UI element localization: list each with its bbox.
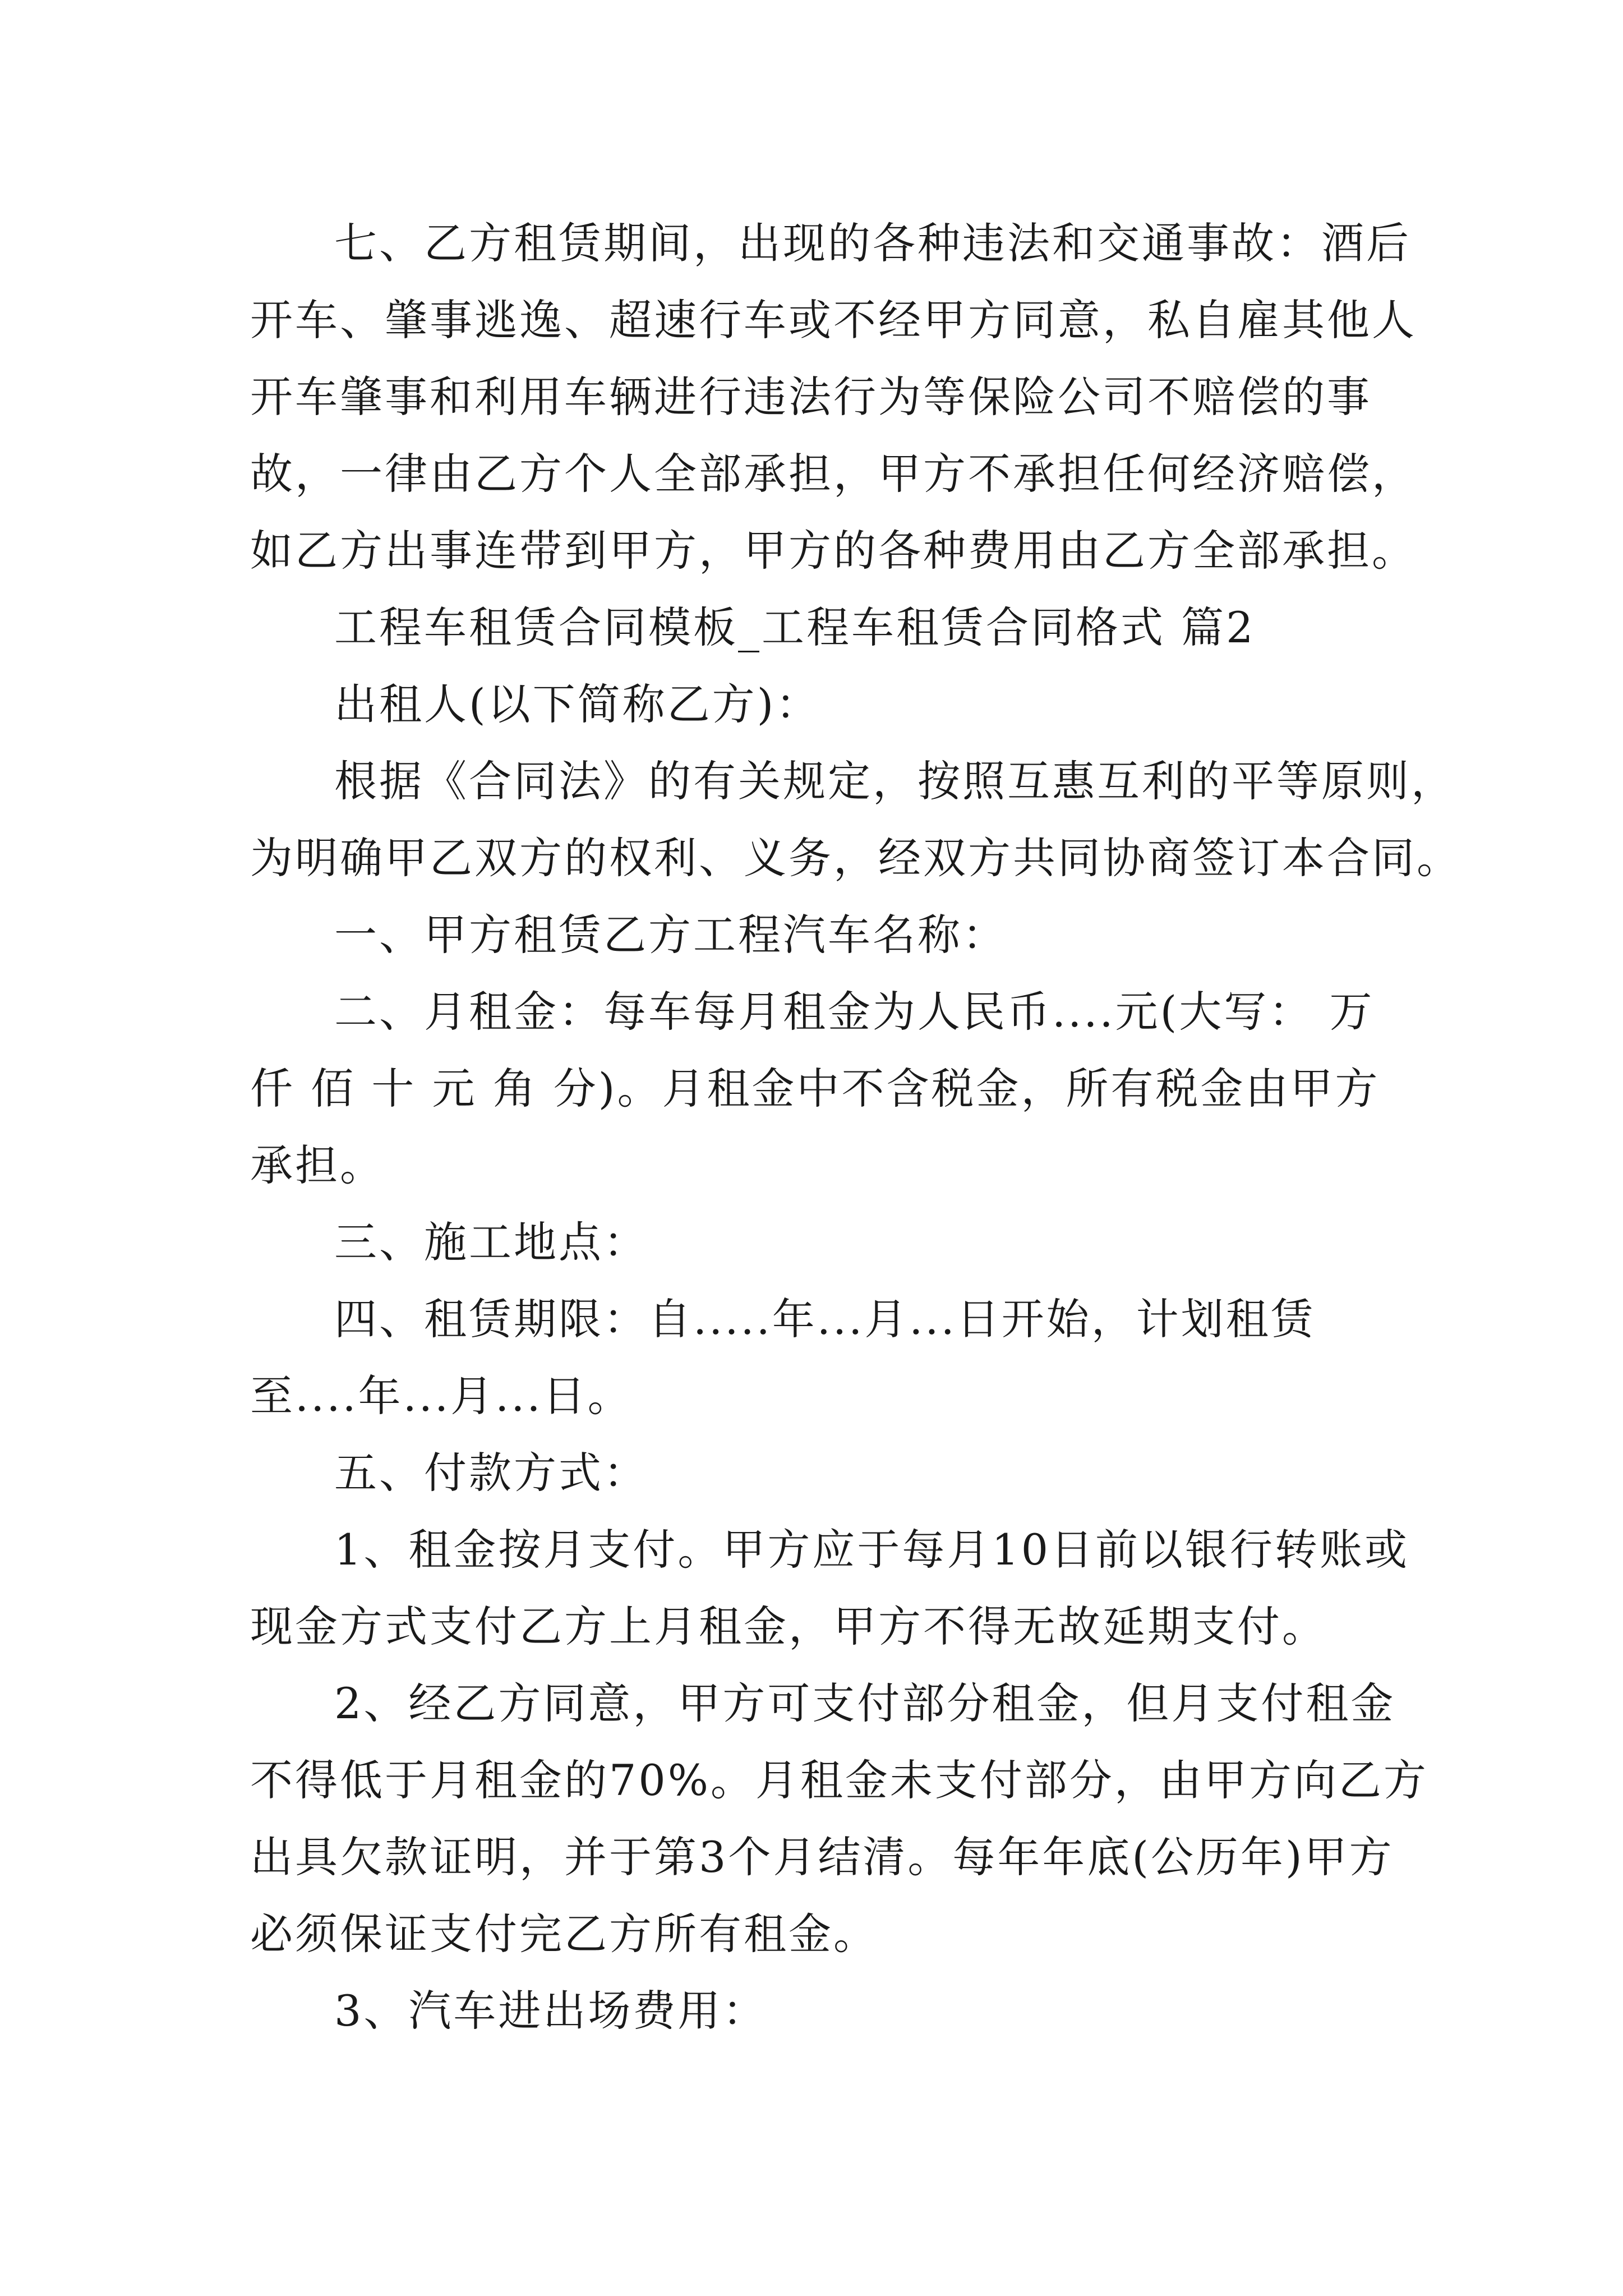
text-line: 1、租金按月支付。甲方应于每月10日前以银行转账或 (334, 1525, 1410, 1575)
text-line: 一、甲方租赁乙方工程汽车名称： (334, 910, 1007, 960)
text-line: 开车、肇事逃逸、超速行车或不经甲方同意，私自雇其他人 (250, 295, 1417, 345)
text-line: 开车肇事和利用车辆进行违法行为等保险公司不赔偿的事 (250, 372, 1372, 422)
text-line: 出具欠款证明，并于第3个月结清。每年年底(公历年)甲方 (250, 1832, 1394, 1882)
paragraph-article-2 (250, 973, 1383, 1204)
paragraph-article-5 (250, 1434, 1383, 1511)
text-line: 必须保证支付完乙方所有租金。 (250, 1909, 878, 1959)
paragraph-item-1 (250, 1511, 1410, 1665)
text-line: 根据《合同法》的有关规定，按照互惠互利的平等原则， (334, 756, 1456, 806)
text-line: 如乙方出事连带到甲方，甲方的各种费用由乙方全部承担。 (250, 526, 1417, 576)
paragraph-article-7 (250, 205, 1417, 589)
text-line: 至....年...月...日。 (250, 1371, 633, 1421)
text-line: 三、施工地点： (334, 1217, 648, 1267)
paragraph-lessor (250, 666, 1383, 743)
text-line: 工程车租赁合同模板_工程车租赁合同格式 篇2 (334, 602, 1256, 652)
paragraph-article-3 (250, 1204, 1383, 1281)
paragraph-item-2 (250, 1665, 1428, 1972)
text-line: 现金方式支付乙方上月租金，甲方不得无故延期支付。 (250, 1602, 1327, 1651)
text-line: 四、租赁期限：自.....年...月...日开始，计划租赁 (334, 1294, 1316, 1344)
text-line: 承担。 (250, 1140, 385, 1190)
section-heading (250, 589, 1383, 666)
text-line: 为明确甲乙双方的权利、义务，经双方共同协商签订本合同。 (250, 833, 1461, 883)
text-line: 五、付款方式： (334, 1448, 648, 1498)
text-line: 二、月租金：每车每月租金为人民币....元(大写： 万 (334, 987, 1375, 1037)
text-line: 2、经乙方同意，甲方可支付部分租金，但月支付租金 (334, 1678, 1396, 1728)
text-line: 仟 佰 十 元 角 分)。月租金中不含税金，所有税金由甲方 (250, 1064, 1380, 1114)
document-body (250, 205, 1461, 2049)
text-line: 出租人(以下简称乙方)： (334, 679, 821, 729)
text-line: 3、汽车进出场费用： (334, 1986, 768, 2036)
text-line: 七、乙方租赁期间，出现的各种违法和交通事故：酒后 (334, 218, 1411, 268)
text-line: 故，一律由乙方个人全部承担，甲方不承担任何经济赔偿， (250, 449, 1417, 499)
paragraph-preamble (250, 743, 1461, 896)
paragraph-item-3 (250, 1972, 1383, 2049)
paragraph-article-4 (250, 1281, 1383, 1434)
paragraph-article-1 (250, 896, 1383, 973)
text-line: 不得低于月租金的70%。月租金未支付部分，由甲方向乙方 (250, 1755, 1428, 1805)
